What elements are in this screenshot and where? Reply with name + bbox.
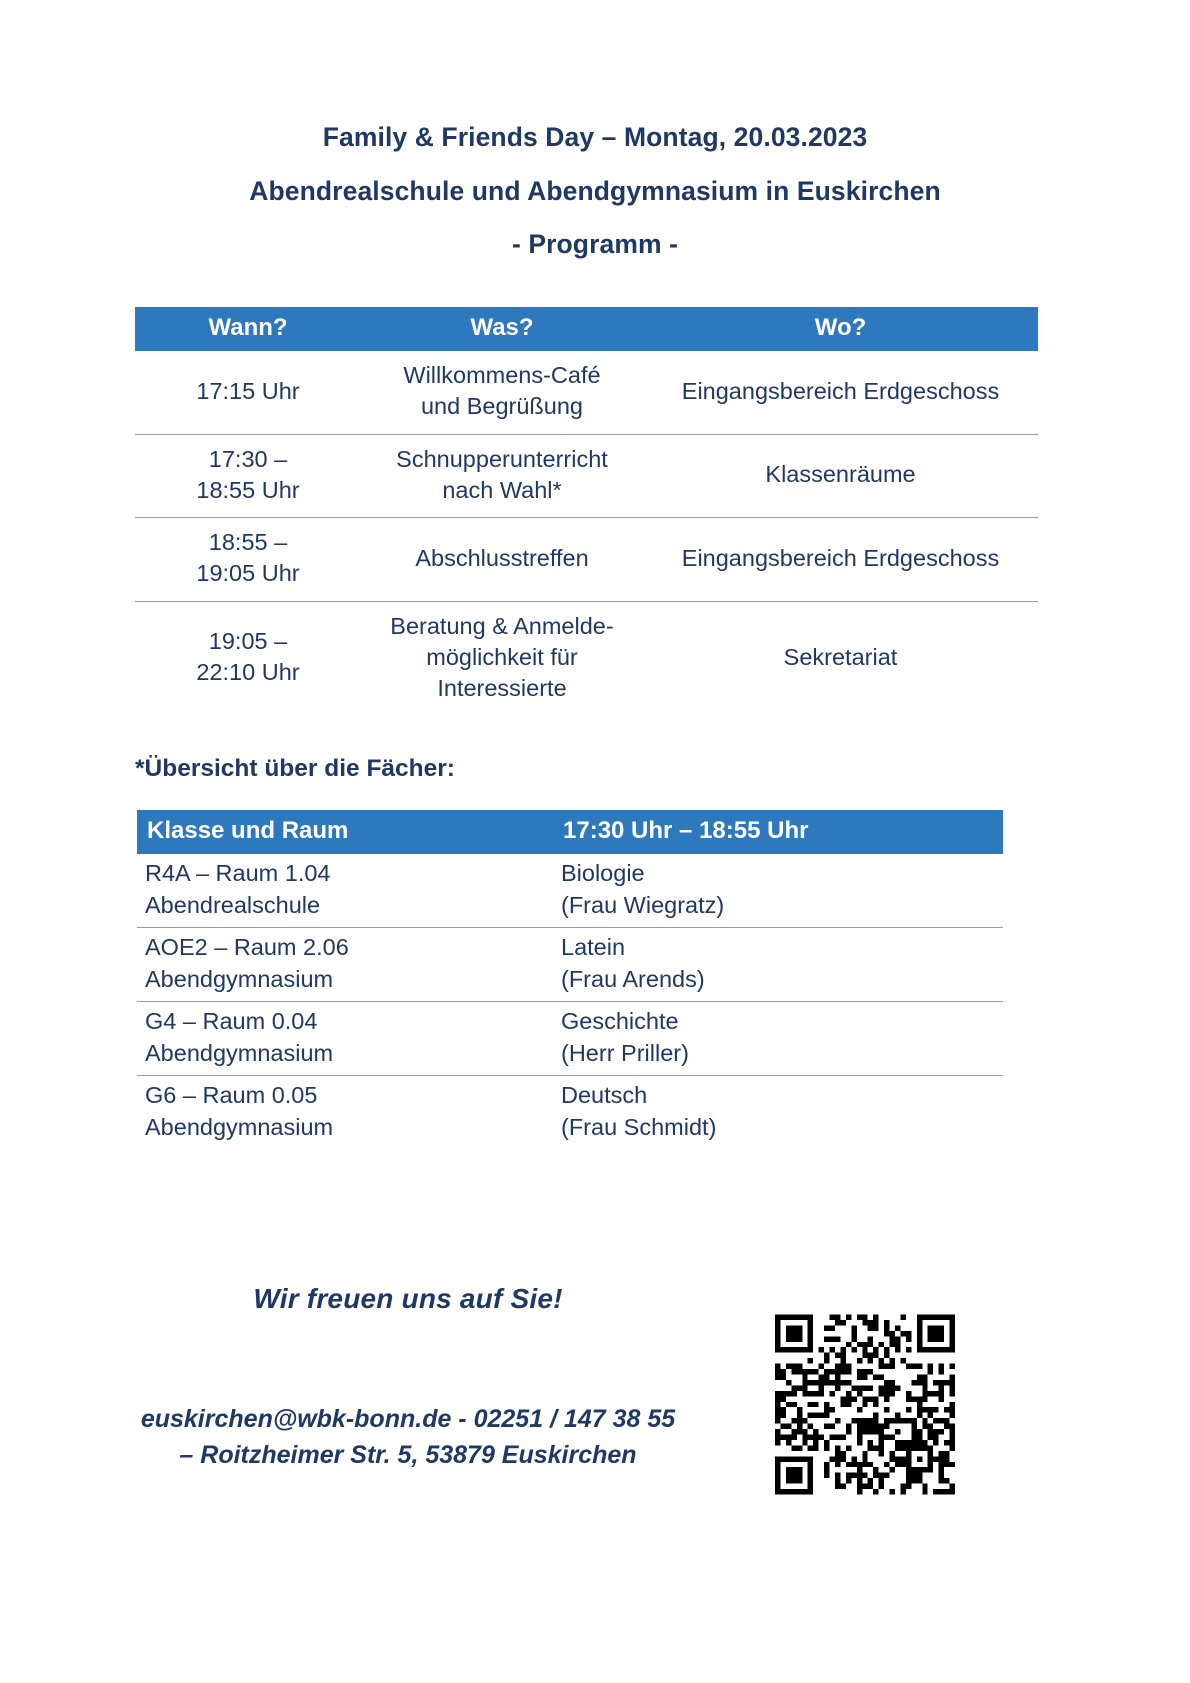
program-cell-what	[361, 351, 643, 434]
subjects-cell-subject	[553, 1001, 1003, 1075]
text-line: Geschichte	[561, 1007, 679, 1034]
text-line: G6 – Raum 0.05	[145, 1081, 318, 1108]
subjects-cell-subject	[553, 927, 1003, 1001]
program-header-what: Was?	[361, 307, 643, 351]
program-table-header-row	[135, 307, 1038, 351]
table-row	[135, 351, 1038, 434]
program-cell-when	[135, 601, 361, 715]
program-cell-where	[643, 351, 1038, 434]
subjects-cell-class-room	[137, 1075, 553, 1148]
subjects-header-time-slot: 17:30 Uhr – 18:55 Uhr	[553, 810, 1003, 854]
qr-code-graphic	[775, 1283, 955, 1526]
contact-email-phone: euskirchen@wbk-bonn.de - 02251 / 147 38 55	[140, 1405, 676, 1433]
program-cell-when	[135, 434, 361, 518]
text-line: (Frau Schmidt)	[561, 1113, 717, 1140]
closing-block	[118, 1283, 698, 1315]
table-row	[137, 1075, 1003, 1148]
subjects-cell-class-room	[137, 927, 553, 1001]
text-line: möglichkeit für	[426, 643, 578, 670]
subjects-table	[137, 810, 1003, 1148]
closing-headline: Wir freuen uns auf Sie!	[253, 1283, 563, 1314]
text-line: 19:05 –	[208, 628, 288, 655]
text-line: Abendgymnasium	[145, 1113, 334, 1140]
text-line: Interessierte	[437, 675, 567, 701]
table-row	[135, 518, 1038, 602]
text-line: Schnupperunterricht	[396, 445, 608, 472]
text-line: (Herr Priller)	[561, 1040, 689, 1067]
program-cell-where	[643, 518, 1038, 602]
text-line: Willkommens-Café	[403, 362, 601, 388]
text-line: (Frau Wiegratz)	[561, 892, 725, 919]
subjects-section-heading: *Übersicht über die Fächer:	[135, 755, 455, 782]
program-cell-where	[643, 434, 1038, 518]
subjects-cell-subject	[553, 1075, 1003, 1148]
subjects-table-body	[137, 854, 1003, 1148]
program-cell-what	[361, 434, 643, 518]
text-line: AOE2 – Raum 2.06	[145, 933, 349, 960]
program-cell-when	[135, 518, 361, 602]
text-line: 18:55 Uhr	[196, 476, 300, 503]
program-header-where: Wo?	[643, 307, 1038, 351]
subjects-header-class-room: Klasse und Raum	[137, 810, 553, 854]
table-row	[137, 854, 1003, 927]
text-line: G4 – Raum 0.04	[145, 1007, 318, 1034]
qr-code-icon[interactable]	[775, 1283, 955, 1526]
text-line: 17:15 Uhr	[196, 377, 300, 404]
subjects-cell-class-room	[137, 1001, 553, 1075]
program-table	[135, 307, 1038, 715]
text-line: 17:30 –	[208, 445, 288, 472]
text-line: Beratung & Anmelde-	[390, 612, 614, 639]
table-row	[137, 1001, 1003, 1075]
text-line: Sekretariat	[783, 643, 898, 670]
contact-block	[98, 1401, 718, 1474]
text-line: Deutsch	[561, 1081, 648, 1108]
text-line: Eingangsbereich Erdgeschoss	[681, 544, 1000, 571]
text-line: Abendgymnasium	[145, 966, 334, 993]
table-row	[135, 601, 1038, 715]
text-line: Biologie	[561, 860, 645, 886]
page-title-line-2: Abendrealschule und Abendgymnasium in Euskirchen	[249, 175, 941, 206]
subjects-cell-subject	[553, 854, 1003, 927]
text-line: R4A – Raum 1.04	[145, 860, 331, 886]
text-line: Abschlusstreffen	[415, 544, 589, 571]
text-line: Klassenräume	[765, 461, 916, 488]
text-line: Latein	[561, 933, 626, 960]
text-line: nach Wahl*	[442, 476, 562, 503]
text-line: Eingangsbereich Erdgeschoss	[681, 377, 1000, 404]
text-line: (Frau Arends)	[561, 966, 705, 993]
text-line: 22:10 Uhr	[196, 659, 300, 686]
program-cell-when	[135, 351, 361, 434]
text-line: Abendrealschule	[145, 892, 321, 919]
table-row	[135, 434, 1038, 518]
program-cell-what	[361, 518, 643, 602]
program-header-when: Wann?	[135, 307, 361, 351]
document-header	[0, 124, 1190, 258]
text-line: und Begrüßung	[420, 393, 583, 420]
table-row	[137, 927, 1003, 1001]
text-line: 18:55 –	[208, 529, 288, 555]
subjects-cell-class-room	[137, 854, 553, 927]
program-table-body	[135, 351, 1038, 715]
program-cell-where	[643, 601, 1038, 715]
contact-address: – Roitzheimer Str. 5, 53879 Euskirchen	[179, 1441, 637, 1470]
text-line: Abendgymnasium	[145, 1040, 334, 1067]
page-title-line-1: Family & Friends Day – Montag, 20.03.2023	[322, 122, 868, 152]
program-cell-what	[361, 601, 643, 715]
subjects-table-header-row	[137, 810, 1003, 854]
page-title-line-3: - Programm -	[511, 229, 679, 259]
text-line: 19:05 Uhr	[196, 560, 300, 587]
